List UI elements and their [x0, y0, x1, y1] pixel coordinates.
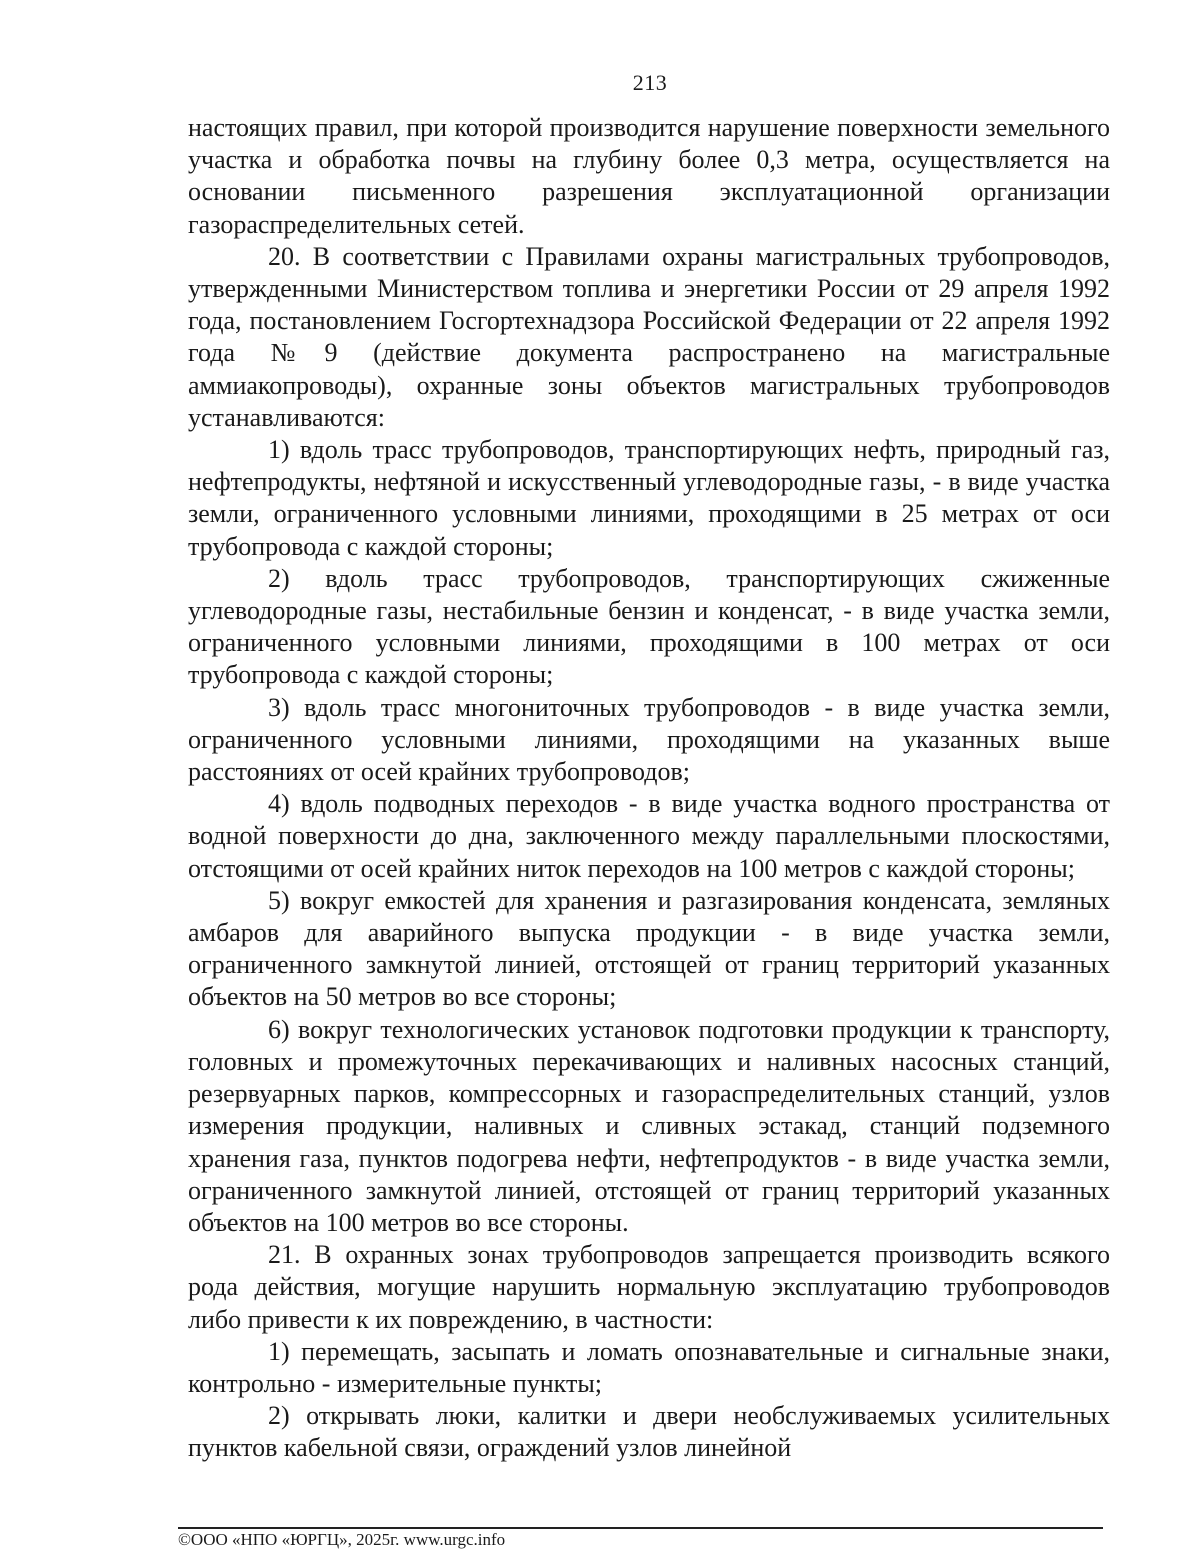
paragraph-item-1: 1) вдоль трасс трубопроводов, транспортирующих нефть, природный газ, нефтепродукты, нефтяной и искусственный углеводородные газы, - в виде участка земли, ограниченного условными линиями, проходящими в 25 метрах от оси трубопровода с каждой стороны; [188, 435, 1110, 561]
paragraph-item-2: 2) вдоль трасс трубопроводов, транспортирующих сжиженные углеводородные газы, нестабильные бензин и конденсат, - в виде участка земли, ограниченного условными линиями, проходящими в 100 метрах от оси трубопровода с каждой стороны; [188, 563, 1110, 690]
page-number: 213 [632, 70, 668, 95]
paragraph-item-6: 6) вокруг технологических установок подготовки продукции к транспорту, головных и промежуточных перекачивающих и наливных насосных станций, резервуарных парков, компрессорных и газораспределительных станций, узлов измерения продукции, наливных и сливных эстакад, станций подземного хранения газа, пунктов подогрева нефти, нефтепродуктов - в виде участка земли, ограниченного замкнутой линией, отстоящей от границ территорий указанных объектов на 100 метров во все стороны. [188, 1014, 1110, 1237]
paragraph-prohibition-2: 2) открывать люки, калитки и двери необслуживаемых усилительных пунктов кабельной связи, ограждений узлов линейной [188, 1401, 1110, 1463]
paragraph-clause-21: 21. В охранных зонах трубопроводов запрещается производить всякого рода действия, могущие нарушить нормальную эксплуатацию трубопроводов либо привести к их повреждению, в частности: [188, 1240, 1110, 1334]
footer-copyright: ©ООО «НПО «ЮРГЦ», 2025г. www.urgc.info [178, 1530, 506, 1549]
paragraph-continuation: настоящих правил, при которой производится нарушение поверхности земельного участка и обработка почвы на глубину более 0,3 метра, осуществляется на основании письменного разрешения эксплуатационной организации газораспределительных сетей. [188, 113, 1110, 239]
paragraph-prohibition-1: 1) перемещать, засыпать и ломать опознавательные и сигнальные знаки, контрольно - измерительные пункты; [188, 1336, 1110, 1398]
paragraph-item-3: 3) вдоль трасс многониточных трубопроводов - в виде участка земли, ограниченного условными линиями, проходящими на указанных выше расстояниях от осей крайних трубопроводов; [188, 692, 1110, 787]
paragraph-item-4: 4) вдоль подводных переходов - в виде участка водного пространства от водной поверхности до дна, заключенного между параллельными плоскостями, отстоящими от осей крайних ниток переходов на 100 метров с каждой стороны; [188, 789, 1110, 883]
document-body [188, 112, 1110, 1465]
paragraph-item-5: 5) вокруг емкостей для хранения и разгазирования конденсата, земляных амбаров для аварийного выпуска продукции - в виде участка земли, ограниченного замкнутой линией, отстоящей от границ территорий указанных объектов на 50 метров во все стороны; [188, 885, 1110, 1012]
paragraph-clause-20: 20. В соответствии с Правилами охраны магистральных трубопроводов, утвержденными Министерством топлива и энергетики России от 29 апреля 1992 года, постановлением Госгортехнадзора Российской Федерации от 22 апреля 1992 года №9 (действие документа распространено на магистральные аммиакопроводы), охранные зоны объектов магистральных трубопроводов устанавливаются: [188, 241, 1110, 432]
footer-divider [178, 1527, 1103, 1529]
